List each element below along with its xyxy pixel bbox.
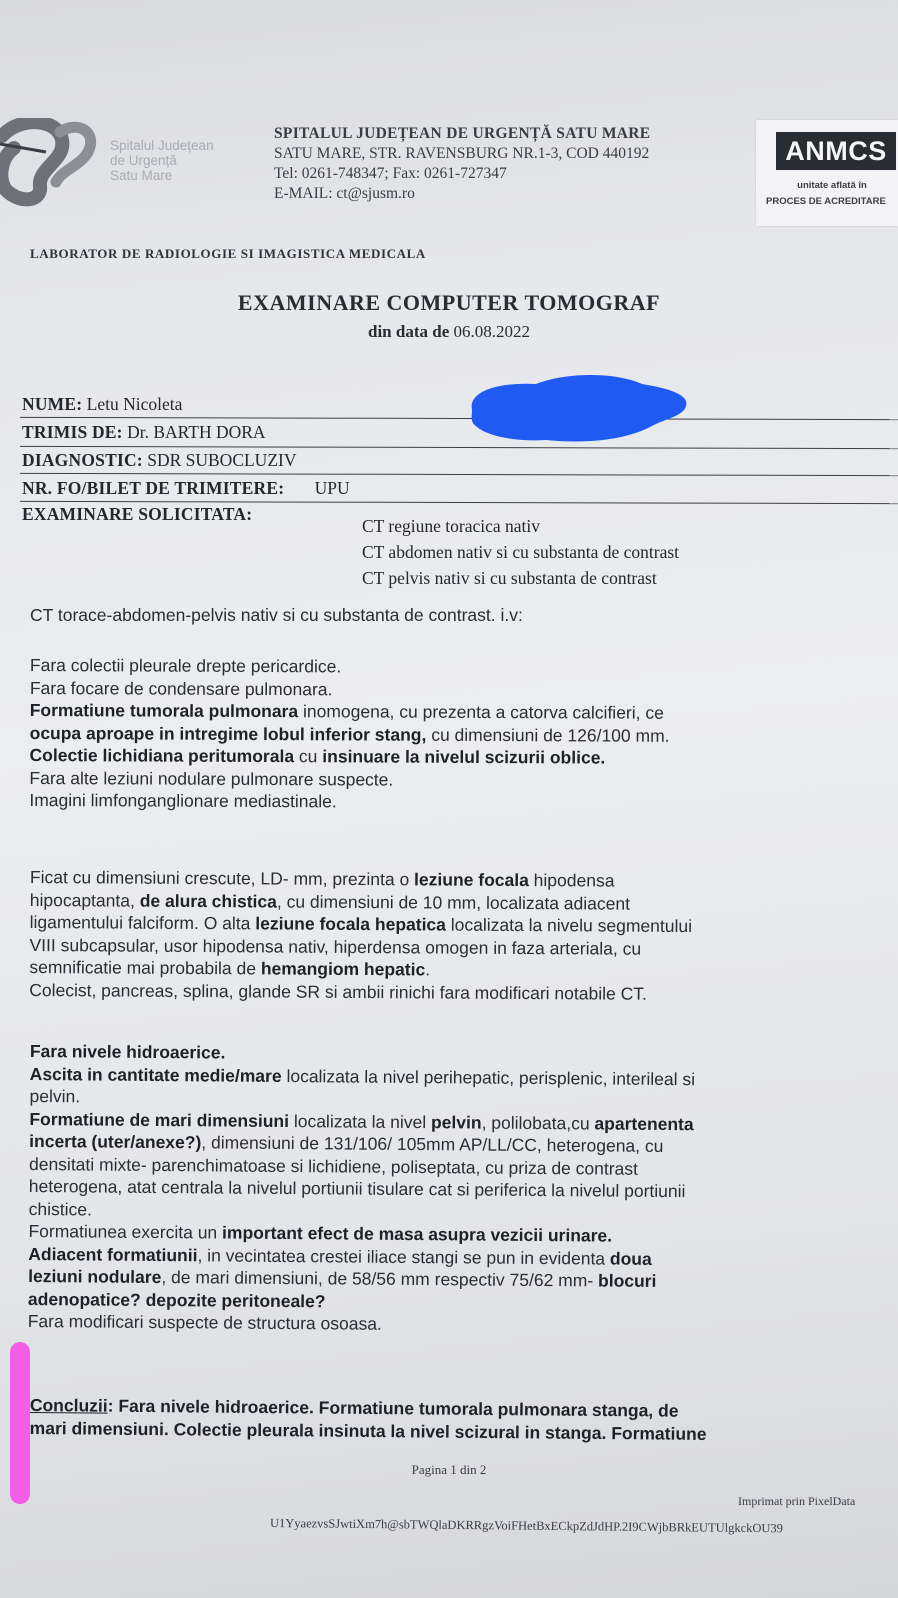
bold-text: Ascita in cantitate medie/mare [29, 1063, 282, 1086]
bold-text: doua [609, 1248, 652, 1269]
sent-by-label: TRIMIS DE: [22, 422, 123, 442]
text-line: Colecist, pancreas, splina, glande SR si ambii rinichi fara modificari notabile CT. [29, 979, 647, 1004]
text-line: VIII subcapsular, usor hipodensa nativ, hiperdensa omogen in faza arteriala, cu [29, 934, 642, 959]
text-span: , dimensiuni de 131/106/ 105mm AP/LL/CC, heterogena, cu [201, 1132, 664, 1156]
divider-line [20, 473, 898, 477]
requested-exam-label: EXAMINARE SOLICITATA: [22, 504, 253, 524]
text-line [30, 866, 693, 893]
text-line: densitati mixte- parenchimatoase si lichidiene, poliseptata, cu priza de contrast [28, 1153, 639, 1179]
bold-text: Adiacent formatiunii [28, 1243, 198, 1265]
text-span: semnificatie mai probabila de [29, 956, 261, 979]
text-span: Formatiunea exercita un [28, 1220, 223, 1243]
text-span: localizata la nivelu segmentului [445, 914, 693, 937]
anmcs-logo: ANMCS [776, 132, 896, 170]
text-line: Fara alte leziuni nodulare pulmonare suspecte. [29, 767, 394, 790]
requested-exam-list [362, 513, 679, 591]
text-span: Ficat cu dimensiuni crescute, LD- mm, prezinta o [29, 867, 415, 890]
requested-exam-item: CT regiune toracica nativ [362, 516, 541, 536]
bold-text: Colectie lichidiana peritumorala [29, 744, 295, 767]
date-value: 06.08.2022 [453, 322, 530, 341]
text-line [30, 911, 693, 938]
logo-line-3: Satu Mare [110, 168, 173, 183]
text-span: hipodensa [528, 870, 615, 891]
text-line: pelvin. [29, 1085, 81, 1107]
hospital-name: SPITALUL JUDEȚEAN DE URGENȚĂ SATU MARE [274, 125, 651, 142]
diagnostic-field [22, 450, 296, 471]
thorax-findings [29, 654, 670, 814]
page-number: Pagina 1 din 2 [411, 1462, 487, 1477]
redaction-blot [466, 370, 692, 448]
bold-text: de alura chistica [139, 890, 277, 912]
bold-text: leziuni nodulare [28, 1265, 162, 1288]
requested-exam-item: CT pelvis nativ si cu substanta de contrast [362, 568, 657, 588]
bold-text: leziune focala [414, 869, 529, 891]
referral-ticket-label: NR. FO/BILET DE TRIMITERE: [22, 478, 285, 498]
text-span: cu dimensiuni de 126/100 mm. [426, 724, 670, 746]
bold-text: Formatiune tumorala pulmonara [29, 699, 299, 722]
printed-by-note: Imprimat prin PixelData [738, 1494, 856, 1508]
bold-text: apartenenta [594, 1112, 694, 1134]
text-line [30, 721, 670, 746]
hospital-contact-block [274, 124, 650, 204]
text-span: hipocaptanta, [29, 889, 140, 911]
requested-exam-item: CT abdomen nativ si cu substanta de contrast [362, 542, 680, 562]
text-line: heterogena, atat centrala la nivelul portiunii tisulare cat si periferica la nivelul portiunii [28, 1175, 686, 1202]
diagnostic-label: DIAGNOSTIC: [22, 450, 143, 470]
patient-name-label: NUME: [22, 394, 83, 414]
divider-line [20, 446, 898, 450]
bold-text: : Fara nivele hidroaerice. Formatiune tumorala pulmonara stanga, de [107, 1395, 679, 1421]
hospital-address: SATU MARE, STR. RAVENSBURG NR.1-3, COD 440192 [274, 145, 650, 162]
text-line: Imagini limfonganglionare mediastinale. [29, 789, 337, 812]
bold-text: adenopatice? depozite peritoneale? [27, 1288, 326, 1311]
patient-name-value: Letu Nicoleta [86, 394, 183, 414]
exam-date-line [0, 322, 898, 342]
patient-name-field [22, 394, 182, 415]
bold-text: ocupa aproape in intregime lobul inferior stang, [29, 722, 427, 745]
date-label: din data de [368, 322, 450, 341]
text-line [29, 956, 692, 983]
text-span: localizata la nivel perihepatic, perisplenic, interileal si [281, 1065, 696, 1089]
conclusion-label: Concluzii [29, 1395, 108, 1416]
conclusion-block [30, 1394, 707, 1445]
referral-ticket-value: UPU [314, 478, 350, 498]
text-span: . [425, 959, 431, 980]
requested-exam-field [22, 504, 252, 525]
text-span: , cu dimensiuni de 10 mm, localizata adiacent [276, 891, 631, 914]
logo-wordmark [110, 138, 214, 183]
bold-text: hemangiom hepatic [260, 958, 426, 980]
hospital-email: E-MAIL: ct@sjusm.ro [274, 185, 415, 202]
laboratory-name: LABORATOR DE RADIOLOGIE SI IMAGISTICA MEDICALA [30, 246, 426, 261]
text-line: Fara modificari suspecte de structura osoasa. [27, 1310, 382, 1334]
highlighter-mark [10, 1342, 30, 1504]
anmcs-line-2: PROCES DE ACREDITARE [766, 196, 886, 207]
bold-text: leziune focala hepatica [255, 913, 446, 935]
bold-text: mari dimensiuni. Colectie pleurala insinuta la nivel scizural in stanga. Formatiune [29, 1417, 707, 1444]
diagnostic-value: SDR SUBOCLUZIV [147, 450, 297, 470]
text-span: , de mari dimensiuni, de 58/56 mm respectiv 75/62 mm- [161, 1267, 599, 1291]
bold-text: insinuare la nivelul scizurii oblice. [322, 746, 606, 768]
bold-text: Formatiune de mari dimensiuni [29, 1108, 290, 1131]
anmcs-line-1: unitate aflată în [797, 180, 867, 191]
text-span: , in vecintatea crestei iliace stangi se pun in evidenta [197, 1244, 611, 1269]
text-span: , polilobata,cu [481, 1112, 595, 1133]
document-title: EXAMINARE COMPUTER TOMOGRAF [237, 290, 661, 315]
logo-line-2: de Urgență [110, 153, 177, 168]
text-line: chistice. [28, 1198, 92, 1219]
logo-line-1: Spitalul Județean [110, 138, 214, 153]
document-verification-code: U1YyaezvsSJwtiXm7h@sbTWQlaDKRRgzVoiFHetBxECkpZdJdHP.2I9CWjbBRkEUTUlgkckOU39 [269, 1516, 784, 1536]
bold-text: blocuri [597, 1270, 657, 1291]
bold-text: pelvin [430, 1111, 482, 1133]
sent-by-field [22, 422, 266, 443]
bold-text: important efect de masa asupra vezicii urinare. [221, 1222, 613, 1246]
anmcs-accreditation-box [756, 120, 898, 226]
bold-text: incerta (uter/anexe?) [29, 1130, 202, 1153]
text-span: localizata la nivel [288, 1110, 432, 1132]
exam-intro: CT torace-abdomen-pelvis nativ si cu substanta de contrast. i.v: [30, 605, 523, 625]
abdomen-findings [29, 866, 692, 1005]
text-line: Fara colectii pleurale drepte pericardice. [29, 655, 342, 677]
text-span: inomogena, cu prezenta a catorva calcifieri, ce [298, 701, 664, 723]
referral-ticket-field [22, 478, 350, 499]
hospital-phone: Tel: 0261-748347; Fax: 0261-727347 [274, 165, 507, 182]
bold-text: Fara nivele hidroaerice. [29, 1041, 226, 1063]
divider-line [20, 417, 898, 421]
text-span: cu [294, 746, 323, 767]
text-span: ligamentului falciform. O alta [29, 911, 256, 934]
pelvis-findings [28, 1040, 696, 1338]
text-line [30, 744, 670, 769]
hospital-logo-icon [0, 118, 108, 208]
text-line: Fara focare de condensare pulmonara. [29, 677, 333, 699]
sent-by-value: Dr. BARTH DORA [127, 422, 266, 442]
text-line [30, 699, 670, 724]
